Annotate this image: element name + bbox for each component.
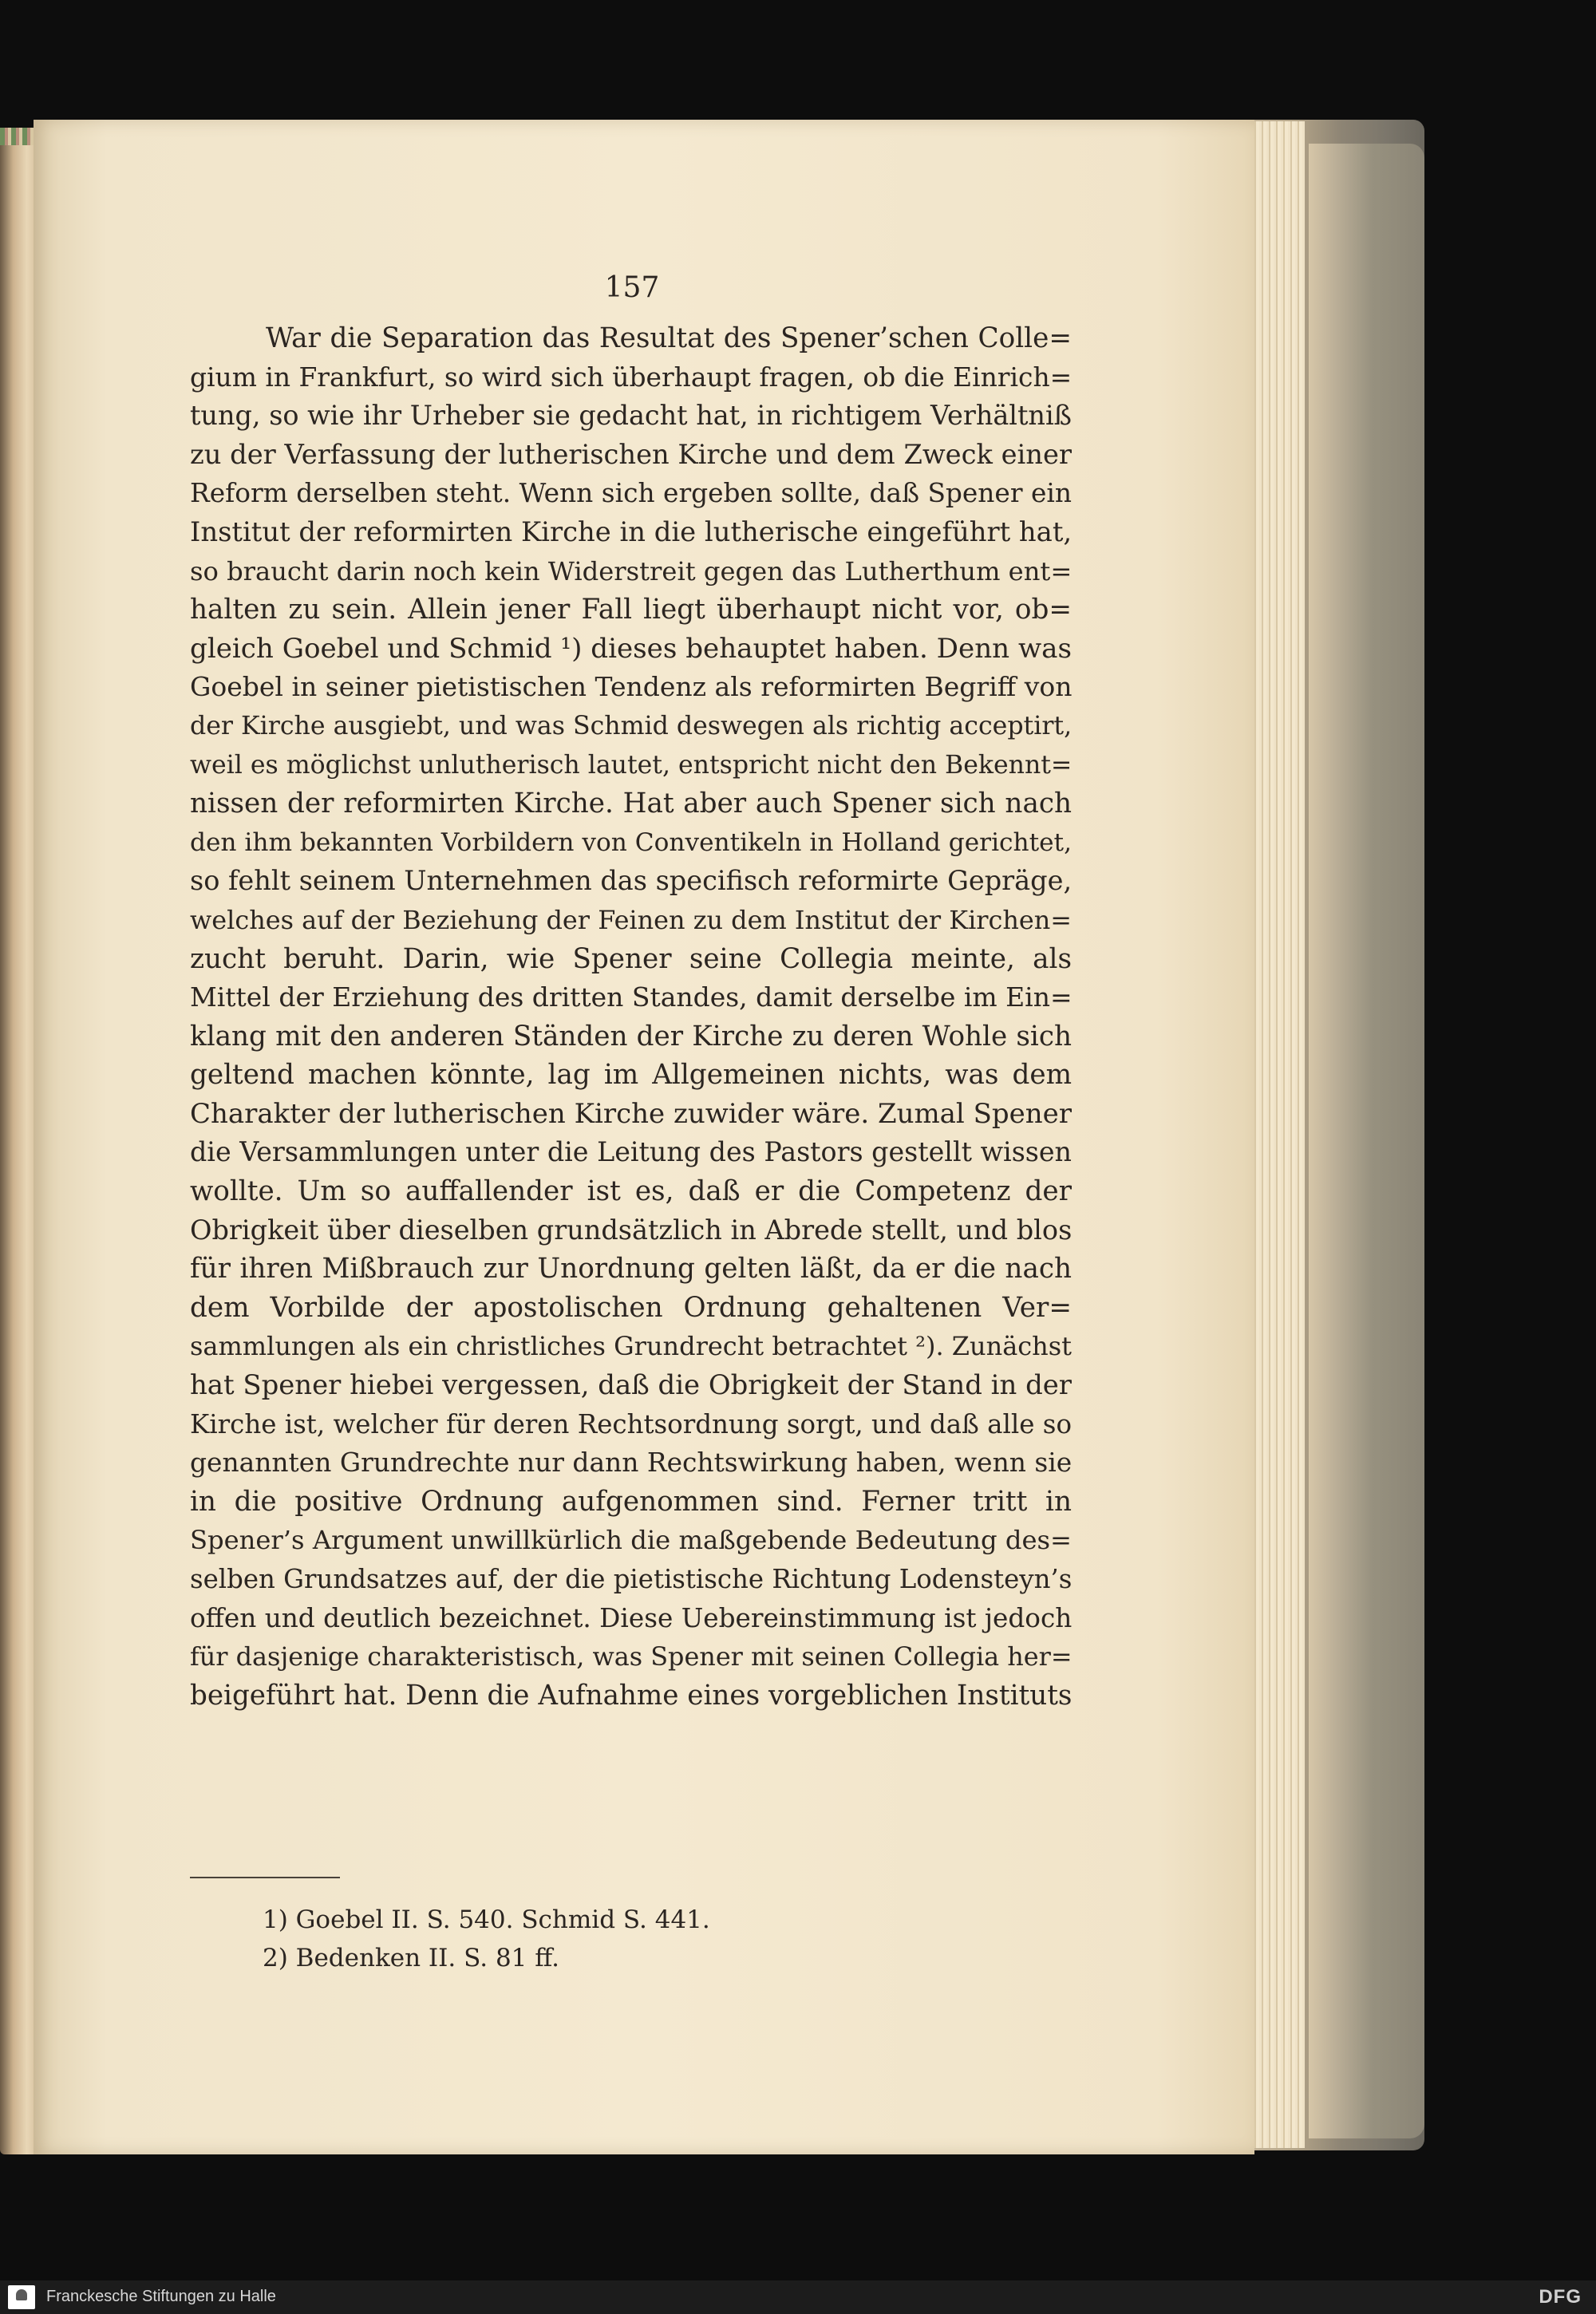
text-line: Mittel der Erziehung des dritten Standes, damit derselbe im Ein= [190,981,1073,1013]
text-line: nissen der reformirten Kirche. Hat aber auch Spener sich nach [190,788,1072,820]
text-line: der Kirche ausgiebt, und was Schmid deswegen als richtig acceptirt, [190,711,1073,740]
text-line: Charakter der lutherischen Kirche zuwider wäre. Zumal Spener [190,1097,1072,1130]
text-line: wollte. Um so auffallender ist es, daß er die Competenz der [190,1175,1072,1208]
text-line: zucht beruht. Darin, wie Spener seine Collegia meinte, als [190,942,1072,975]
text-line: genannten Grundrechte nur dann Rechtswirkung haben, wenn sie [190,1447,1073,1479]
text-line: beigeführt hat. Denn die Aufnahme eines vorgeblichen Instituts [190,1679,1073,1712]
left-page-edge [0,128,38,2154]
body-text [190,319,1072,1715]
text-line: zu der Verfassung der lutherischen Kirche und dem Zweck einer [190,438,1072,470]
footnote-rule [190,1877,340,1878]
text-line: für dasjenige charakteristisch, was Spener mit seinen Collegia her= [190,1641,1073,1672]
text-line: offen und deutlich bezeichnet. Diese Uebereinstimmung ist jedoch [190,1602,1073,1633]
book-cover-edge [1309,144,1424,2138]
text-line: die Versammlungen unter die Leitung des Pastors gestellt wissen [190,1136,1072,1168]
footer-bar [0,2280,1596,2314]
text-line: tung, so wie ihr Urheber sie gedacht hat, in richtigem Verhältniß [190,400,1072,432]
book-page [34,120,1254,2154]
dfg-logo: DFG [1539,2286,1582,2308]
franckesche-stiftungen-logo-icon [8,2285,35,2309]
footnotes [263,1901,1061,1977]
institution-name: Franckesche Stiftungen zu Halle [46,2288,276,2305]
text-line: Spener’s Argument unwillkürlich die maßgebende Bedeutung des= [190,1525,1072,1556]
text-line: welches auf der Beziehung der Feinen zu dem Institut der Kirchen= [190,904,1072,935]
footnote: 2) Bedenken II. S. 81 ff. [263,1944,560,1972]
text-line: hat Spener hiebei vergessen, daß die Obrigkeit der Stand in der [190,1369,1072,1401]
text-line: so braucht darin noch kein Widerstreit gegen das Lutherthum ent= [190,555,1073,586]
text-line: selben Grundsatzes auf, der die pietistische Richtung Lodensteyn’s [190,1564,1073,1594]
text-line: halten zu sein. Allein jener Fall liegt überhaupt nicht vor, ob= [190,594,1072,626]
text-line: weil es möglichst unlutherisch lautet, entspricht nicht den Bekennt= [190,750,1073,780]
text-line: geltend machen könnte, lag im Allgemeinen nichts, was dem [190,1059,1072,1092]
page-number: 157 [604,271,660,304]
text-line: Goebel in seiner pietistischen Tendenz als reformirten Begriff von [190,671,1073,703]
text-line: klang mit den anderen Ständen der Kirche zu deren Wohle sich [190,1020,1072,1052]
text-line: den ihm bekannten Vorbildern von Conventikeln in Holland gerichtet, [190,827,1072,857]
text-line: gium in Frankfurt, so wird sich überhaupt fragen, ob die Einrich= [190,361,1073,393]
text-line: Obrigkeit über dieselben grundsätzlich in Abrede stellt, und blos [190,1214,1073,1246]
text-line: dem Vorbilde der apostolischen Ordnung gehaltenen Ver= [190,1291,1072,1324]
footnote: 1) Goebel II. S. 540. Schmid S. 441. [263,1905,710,1934]
text-line: War die Separation das Resultat des Spener’schen Colle= [266,322,1072,354]
headband [0,128,38,145]
text-line: in die positive Ordnung aufgenommen sind. Ferner tritt in [190,1485,1072,1518]
text-line: gleich Goebel und Schmid ¹) dieses behauptet haben. Denn was [190,632,1072,665]
text-line: für ihren Mißbrauch zur Unordnung gelten läßt, da er die nach [190,1253,1072,1285]
text-line: Kirche ist, welcher für deren Rechtsordnung sorgt, und daß alle so [190,1408,1072,1439]
text-line: so fehlt seinem Unternehmen das specifisch reformirte Gepräge, [190,865,1073,897]
text-line: sammlungen als ein christliches Grundrecht betrachtet ²). Zunächst [190,1331,1072,1362]
text-line: Reform derselben steht. Wenn sich ergeben sollte, daß Spener ein [190,478,1072,509]
text-line: Institut der reformirten Kirche in die lutherische eingeführt hat, [190,515,1073,547]
